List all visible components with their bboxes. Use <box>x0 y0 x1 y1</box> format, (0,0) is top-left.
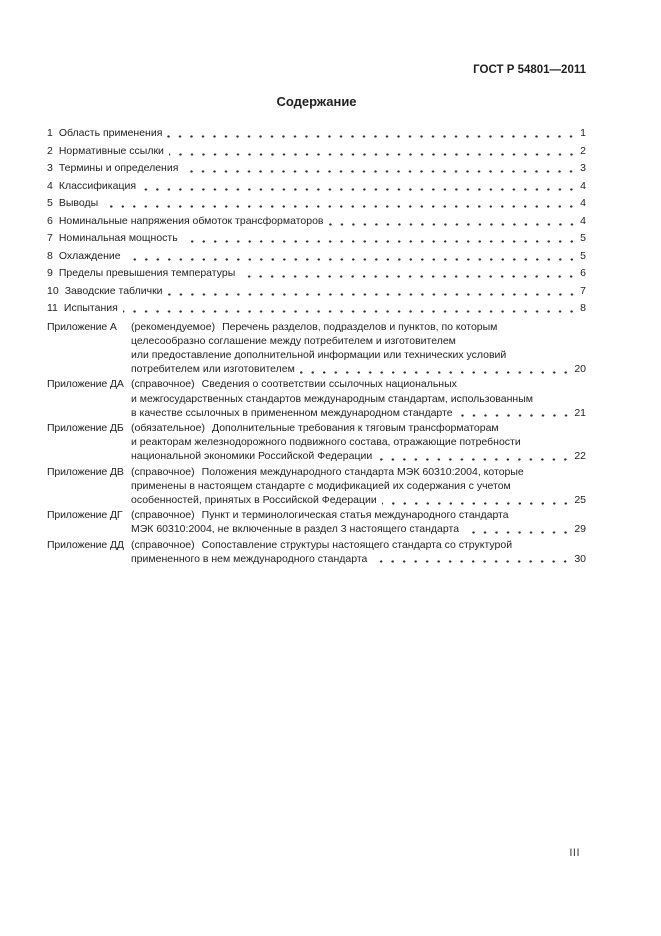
toc-section-number: 2 <box>47 144 53 157</box>
appendix-line <box>131 449 586 463</box>
appendix-line <box>131 320 586 334</box>
toc-row <box>47 143 586 161</box>
appendix-row <box>47 465 586 508</box>
appendix-row <box>47 508 586 536</box>
appendix-line <box>131 493 586 507</box>
appendix-line: или предоставление дополнительной информации или технических условий <box>131 348 507 361</box>
appendix-type: (справочное) <box>131 465 195 478</box>
toc-section-number: 7 <box>47 232 53 244</box>
toc-row <box>47 160 586 178</box>
toc-row <box>47 213 586 231</box>
dot-leader <box>377 458 571 461</box>
dot-leader <box>300 371 571 374</box>
appendix-page: 21 <box>574 406 586 419</box>
appendix-line <box>131 508 586 522</box>
appendix-page: 20 <box>574 363 586 376</box>
toc-section-number: 5 <box>47 197 53 209</box>
toc-section-number: 8 <box>47 249 53 262</box>
appendix-list <box>47 320 586 566</box>
page-title: Содержание <box>276 94 357 109</box>
appendix-label: Приложение ДГ <box>47 509 123 522</box>
toc-section-title: Номинальные напряжения обмоток трансформаторов <box>58 214 324 227</box>
dot-leader <box>167 135 577 138</box>
appendix-text: в качестве ссылочных в примененном международном стандарте <box>131 406 453 419</box>
toc-section-title: Область применения <box>58 127 163 139</box>
appendix-description <box>131 421 586 464</box>
appendix-row <box>47 538 586 566</box>
appendix-line <box>131 465 586 479</box>
toc-section-title: Охлаждение <box>58 249 121 262</box>
appendix-label: Приложение А <box>47 320 117 333</box>
toc-section-title: Пределы превышения температуры <box>58 267 236 279</box>
appendix-line: и межгосударственных стандартов международным стандартам, использованным <box>131 392 533 405</box>
appendix-line <box>131 552 586 566</box>
toc-section-page: 8 <box>580 302 586 314</box>
toc-section-page: 1 <box>580 127 586 139</box>
standard-number: ГОСТ Р 54801—2011 <box>473 64 586 76</box>
toc-section-title: Нормативные ссылки <box>58 144 164 157</box>
appendix-row <box>47 320 586 377</box>
toc-section-title: Номинальная мощность <box>58 232 178 244</box>
toc-section-page: 4 <box>580 197 586 209</box>
appendix-page: 22 <box>574 450 586 463</box>
appendix-description <box>131 508 586 536</box>
dot-leader <box>126 258 578 261</box>
appendix-type: (справочное) <box>131 378 195 391</box>
appendix-type: (справочное) <box>131 538 195 551</box>
appendix-line: и реакторам железнодорожного подвижного состава, отражающие потребности <box>131 436 521 449</box>
toc-row <box>47 195 586 213</box>
appendix-description <box>131 465 586 508</box>
dot-leader <box>123 310 577 313</box>
appendix-line <box>131 406 586 420</box>
appendix-line <box>131 377 586 391</box>
toc-section-page: 3 <box>580 162 586 174</box>
toc-row <box>47 230 586 248</box>
appendix-row <box>47 377 586 420</box>
appendix-line: целесообразно соглашение между потребителем и изготовителем <box>131 334 456 347</box>
toc-section-page: 5 <box>580 232 586 244</box>
toc-section-number: 9 <box>47 267 53 279</box>
appendix-text: Дополнительные требования к тяговым трансформаторам <box>211 421 499 434</box>
toc-section-page: 7 <box>580 284 586 297</box>
appendix-page: 30 <box>574 552 586 565</box>
appendix-description <box>131 377 586 420</box>
appendix-line <box>131 362 586 376</box>
toc-section-page: 2 <box>580 144 586 157</box>
toc-section-page: 4 <box>580 214 586 227</box>
appendix-label: Приложение ДД <box>47 538 124 551</box>
dot-leader <box>103 205 577 208</box>
toc-section-page: 4 <box>580 179 586 192</box>
dot-leader <box>183 240 577 243</box>
appendix-text: Сведения о соответствии ссылочных национальных <box>201 378 457 391</box>
appendix-label: Приложение ДБ <box>47 421 124 434</box>
dot-leader <box>464 531 571 534</box>
toc-row <box>47 283 586 301</box>
appendix-text: Перечень разделов, подразделов и пунктов, по которым <box>222 320 498 333</box>
appendix-type: (обязательное) <box>131 421 205 434</box>
dot-leader <box>168 293 578 296</box>
appendix-line <box>131 421 586 435</box>
appendix-row <box>47 421 586 464</box>
toc-section-title: Классификация <box>58 179 137 192</box>
appendix-description <box>131 538 586 566</box>
toc-section-number: 6 <box>47 214 53 227</box>
toc-row <box>47 178 586 196</box>
dot-leader <box>329 223 578 226</box>
appendix-page: 29 <box>574 523 586 536</box>
toc-section-title: Испытания <box>63 302 118 314</box>
toc-list <box>47 125 586 318</box>
toc-section-page: 5 <box>580 249 586 262</box>
appendix-line <box>131 522 586 536</box>
toc-section-title: Заводские таблички <box>64 284 163 297</box>
appendix-text: МЭК 60310:2004, не включенные в раздел 3 настоящего стандарта <box>131 523 460 536</box>
toc-section-number: 10 <box>47 284 59 297</box>
toc-row <box>47 265 586 283</box>
dot-leader <box>382 502 572 505</box>
dot-leader <box>169 153 577 156</box>
appendix-text: Пункт и терминологическая статья международного стандарта <box>201 509 509 522</box>
toc-row <box>47 248 586 266</box>
appendix-description <box>131 320 586 377</box>
dot-leader <box>458 414 572 417</box>
appendix-label: Приложение ДВ <box>47 465 124 478</box>
appendix-text: особенностей, принятых в Российской Федерации <box>131 493 377 506</box>
toc-section-title: Термины и определения <box>58 162 179 174</box>
document-header <box>47 64 586 77</box>
appendix-text: потребителем или изготовителем <box>131 363 295 376</box>
appendix-line <box>131 538 586 552</box>
appendix-text: национальной экономики Российской Федерации <box>131 450 373 463</box>
dot-leader <box>372 560 571 563</box>
page-number: III <box>569 847 580 859</box>
toc-section-number: 1 <box>47 127 53 139</box>
dot-leader <box>141 188 577 191</box>
toc-row <box>47 300 586 318</box>
appendix-label: Приложение ДА <box>47 378 124 391</box>
toc-section-page: 6 <box>580 267 586 279</box>
dot-leader <box>183 170 577 173</box>
appendix-text: примененного в нем международного стандарта <box>131 552 368 565</box>
toc-section-number: 4 <box>47 179 53 192</box>
appendix-page: 25 <box>574 493 586 506</box>
appendix-text: Сопоставление структуры настоящего стандарта со структурой <box>201 538 513 551</box>
appendix-type: (рекомендуемое) <box>131 320 216 333</box>
toc-row <box>47 125 586 143</box>
toc-section-title: Выводы <box>58 197 99 209</box>
appendix-line: применены в настоящем стандарте с модификацией их содержания с учетом <box>131 479 511 492</box>
dot-leader <box>240 275 577 278</box>
appendix-text: Положения международного стандарта МЭК 60310:2004, которые <box>201 465 524 478</box>
toc-section-number: 3 <box>47 162 53 174</box>
appendix-type: (справочное) <box>131 509 195 522</box>
toc-section-number: 11 <box>47 302 58 314</box>
